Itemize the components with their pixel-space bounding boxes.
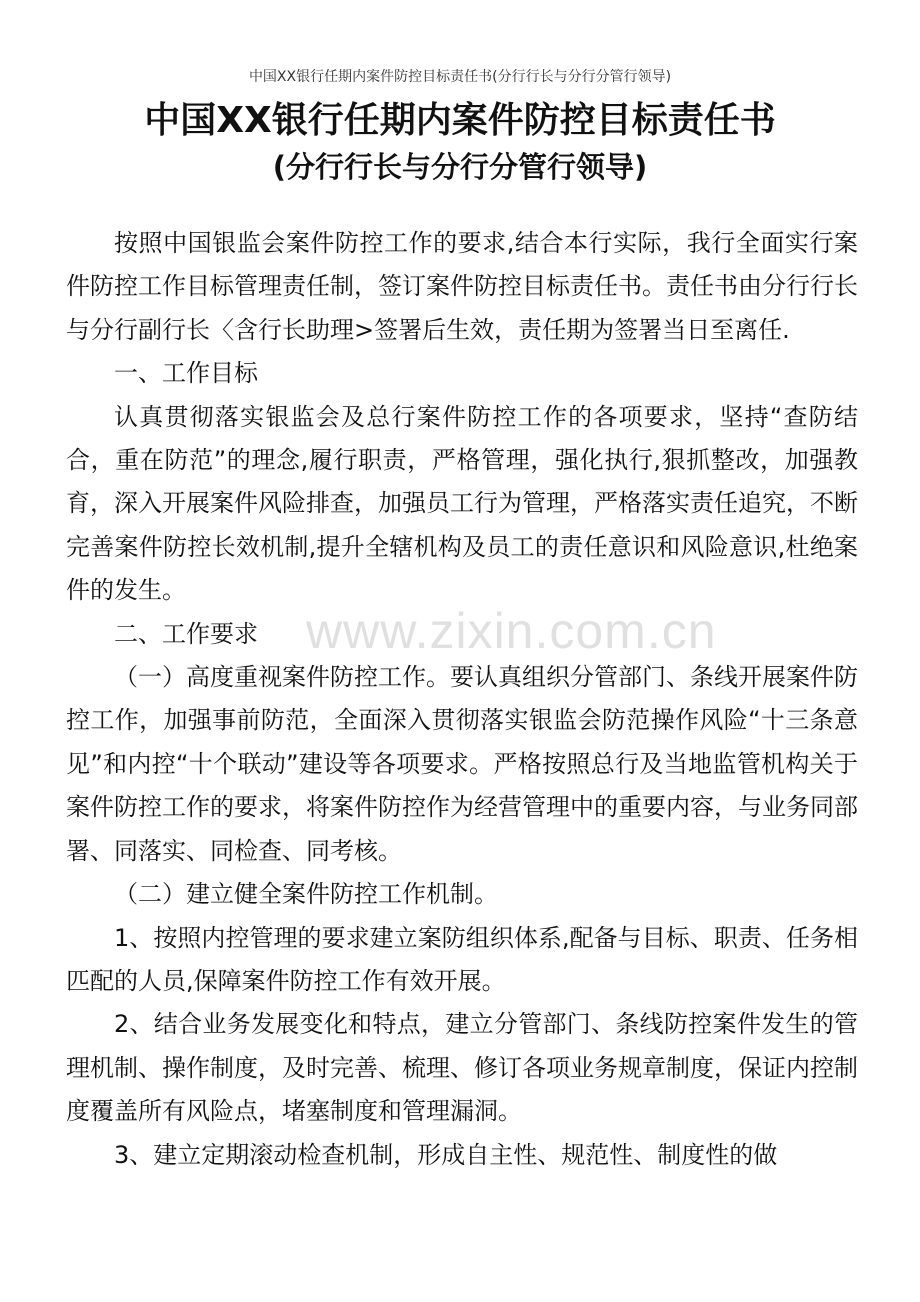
paragraph-item-1: 1、按照内控管理的要求建立案防组织体系,配备与目标、职责、任务相匹配的人员,保障案件防控工作有效开展。 bbox=[66, 923, 858, 995]
document-body bbox=[66, 222, 858, 1177]
paragraph-requirement-2: （二）建立健全案件防控工作机制。 bbox=[114, 880, 498, 909]
document-title: 中国XX银行任期内案件防控目标责任书 bbox=[144, 100, 776, 141]
paragraph-item-2: 2、结合业务发展变化和特点，建立分管部门、条线防控案件发生的管理机制、操作制度，及时完善、梳理、修订各项业务规章制度，保证内控制度覆盖所有风险点，堵塞制度和管理漏洞。 bbox=[66, 1010, 858, 1126]
paragraph-intro: 按照中国银监会案件防控工作的要求,结合本行实际，我行全面实行案件防控工作目标管理责任制，签订案件防控目标责任书。责任书由分行行长与分行副行长〈含行长助理>签署后生效，责任期为签署当日至离任. bbox=[66, 229, 858, 344]
document-subtitle: (分行行长与分行分管行领导) bbox=[272, 150, 648, 184]
paragraph-requirement-1: （一）高度重视案件防控工作。要认真组织分管部门、条线开展案件防控工作，加强事前防范，全面深入贯彻落实银监会防范操作风险“十三条意见”和内控“十个联动”建设等各项要求。严格按照总行及当地监管机构关于案件防控工作的要求，将案件防控作为经营管理中的重要内容，与业务同部署、同落实、同检查、同考核。 bbox=[66, 663, 858, 865]
section-heading-goals: 一、工作目标 bbox=[114, 359, 258, 388]
paragraph-item-3: 3、建立定期滚动检查机制，形成自主性、规范性、制度性的做 bbox=[114, 1140, 778, 1169]
paragraph-goals: 认真贯彻落实银监会及总行案件防控工作的各项要求，坚持“查防结合，重在防范”的理念,履行职责，严格管理，强化执行,狠抓整改，加强教育，深入开展案件风险排查，加强员工行为管理，严格落实责任追究，不断完善案件防控长效机制,提升全辖机构及员工的责任意识和风险意识,杜绝案件的发生。 bbox=[66, 402, 858, 605]
watermark: www.zixin.com.cn bbox=[306, 603, 717, 659]
running-header: 中国XX银行任期内案件防控目标责任书(分行行长与分行分管行领导) bbox=[248, 69, 672, 85]
section-heading-requirements: 二、工作要求 bbox=[114, 619, 258, 648]
